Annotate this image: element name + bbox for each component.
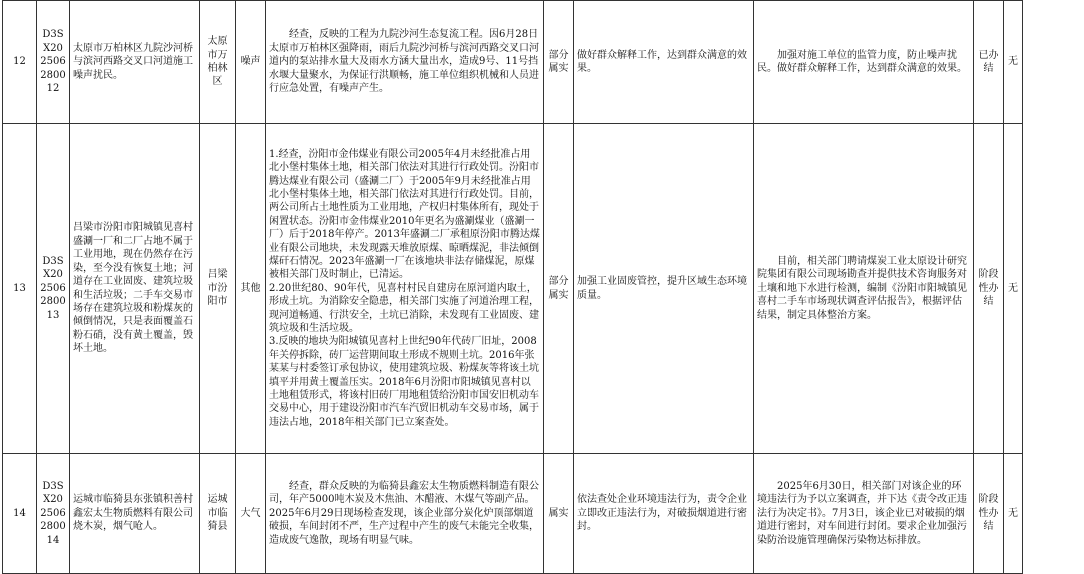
region-cell: 太原市万柏林区: [200, 1, 236, 124]
complaint-issue: 运城市临猗县东张镇积善村鑫宏太生物质燃料有限公司烧木炭，烟气呛人。: [70, 454, 200, 574]
pollution-type: 大气: [236, 454, 266, 574]
progress-cell: 加强对施工单位的监管力度，防止噪声扰民。做好群众解释工作，达到群众满意的效果。: [754, 1, 974, 124]
case-code: D3SX202506280012: [37, 1, 70, 124]
pollution-type: 噪声: [236, 1, 266, 124]
table-row: [3, 1, 1023, 124]
row-index: 14: [3, 454, 37, 574]
accountability-cell: 无: [1004, 1, 1023, 124]
status-cell: 已办结: [974, 1, 1004, 124]
measures-cell: 加强工业固废管控，提升区域生态环境质量。: [574, 124, 754, 454]
investigation-finding: 经查，反映的工程为九院沙河生态复流工程。因6月28日太原市万柏林区强降雨，雨后九院沙河桥与滨河西路交叉口河道内的泵站排水量大及雨水方涵大量出水，造成9号、11号挡水堰大量聚水，为保证行洪顺畅，施工单位组织机械和人员进行应急处置，有噪声产生。: [266, 1, 544, 124]
verdict-cell: 属实: [544, 454, 574, 574]
verdict-cell: 部分属实: [544, 1, 574, 124]
complaint-table: [2, 0, 1023, 574]
progress-cell: 2025年6月30日，相关部门对该企业的环境违法行为予以立案调查，并下达《责令改正违法行为决定书》。7月3日，该企业已对破损的烟道进行密封，对车间进行封闭。要求企业加强污染防治设施管理确保污染物达标排放。: [754, 454, 974, 574]
complaint-issue: 吕梁市汾阳市阳城镇见喜村盛涮一厂和二厂占地不属于工业用地，现在仍然存在污染，至今没有恢复土地；河道存在工业固废、建筑垃圾和生活垃圾；二手车交易市场存在建筑垃圾和粉煤灰的倾倒情况，只是表面覆盖石粉石硝，没有黄土覆盖，毁坏土地。: [70, 124, 200, 454]
table-row: [3, 124, 1023, 454]
row-index: 12: [3, 1, 37, 124]
investigation-finding: [266, 124, 544, 454]
complaint-issue: 太原市万柏林区九院沙河桥与滨河西路交叉口河道施工噪声扰民。: [70, 1, 200, 124]
finding-paragraph: 1.经查，汾阳市金伟煤业有限公司2005年4月未经批准占用北小堡村集体土地，相关部门依法对其进行行政处罚。汾阳市腾达煤业有限公司（盛涮二厂）于2005年9月未经批准占用北小堡村集体土地，相关部门依法对其进行行政处罚。目前，两公司所占土地性质为工业用地，产权归村集体所有，现处于闲置状态。汾阳市金伟煤业2010年更名为盛涮煤业（盛涮一厂）后于2018年停产。2013年盛涮二厂承租原汾阳市腾达煤业有限公司地块，未发现露天堆放原煤、晾晒煤泥，非法倾倒煤矸石情况。2023年盛涮一厂在该地块非法存储煤泥，原煤被相关部门及时制止，已清运。: [269, 148, 540, 281]
investigation-finding: 经查，群众反映的为临猗县鑫宏太生物质燃料制造有限公司，年产5000吨木炭及木焦油、木醋液、木煤气等副产品。2025年6月29日现场检查发现，该企业部分炭化炉顶部烟道破损，车间封闭不严，生产过程中产生的废气未能完全收集，造成废气逸散，现场有明显气味。: [266, 454, 544, 574]
status-cell: 阶段性办结: [974, 124, 1004, 454]
finding-paragraph: 3.反映的地块为阳城镇见喜村上世纪90年代砖厂旧址，2008年关停拆除，砖厂运营期间取土形成不规则土坑。2016年张某某与村委签订承包协议，使用建筑垃圾、粉煤灰等将该土坑填平并用黄土覆盖压实。2018年6月汾阳市阳城镇见喜村以土地租赁形式，将该村旧砖厂用地租赁给汾阳市国安旧机动车交易中心，用于建设汾阳市汽车汽贸旧机动车交易市场，属于违法占地，2018年相关部门已立案查处。: [269, 336, 539, 428]
measures-cell: 做好群众解释工作，达到群众满意的效果。: [574, 1, 754, 124]
region-cell: 运城市临猗县: [200, 454, 236, 574]
finding-paragraph: 2.20世纪80、90年代，见喜村村民自建房在原河道内取土，形成土坑。为消除安全隐患，相关部门实施了河道治理工程，现河道畅通、行洪安全，土坑已消除，未发现有工业固废、建筑垃圾和生活垃圾。: [269, 282, 539, 335]
table-row: [3, 454, 1023, 574]
row-index: 13: [3, 124, 37, 454]
case-code: D3SX202506280013: [37, 124, 70, 454]
accountability-cell: 无: [1004, 454, 1023, 574]
verdict-cell: 部分属实: [544, 124, 574, 454]
status-cell: 阶段性办结: [974, 454, 1004, 574]
progress-cell: 目前，相关部门聘请煤炭工业太原设计研究院集团有限公司现场勘查并提供技术咨询服务对土壤和地下水进行检测，编制《汾阳市阳城镇见喜村二手车市场现状调查评估报告》，根据评估结果，制定具体整治方案。: [754, 124, 974, 454]
region-cell: 吕梁市汾阳市: [200, 124, 236, 454]
case-code: D3SX202506280014: [37, 454, 70, 574]
pollution-type: 其他: [236, 124, 266, 454]
measures-cell: 依法查处企业环境违法行为，责令企业立即改正违法行为，对破损烟道进行密封。: [574, 454, 754, 574]
accountability-cell: 无: [1004, 124, 1023, 454]
